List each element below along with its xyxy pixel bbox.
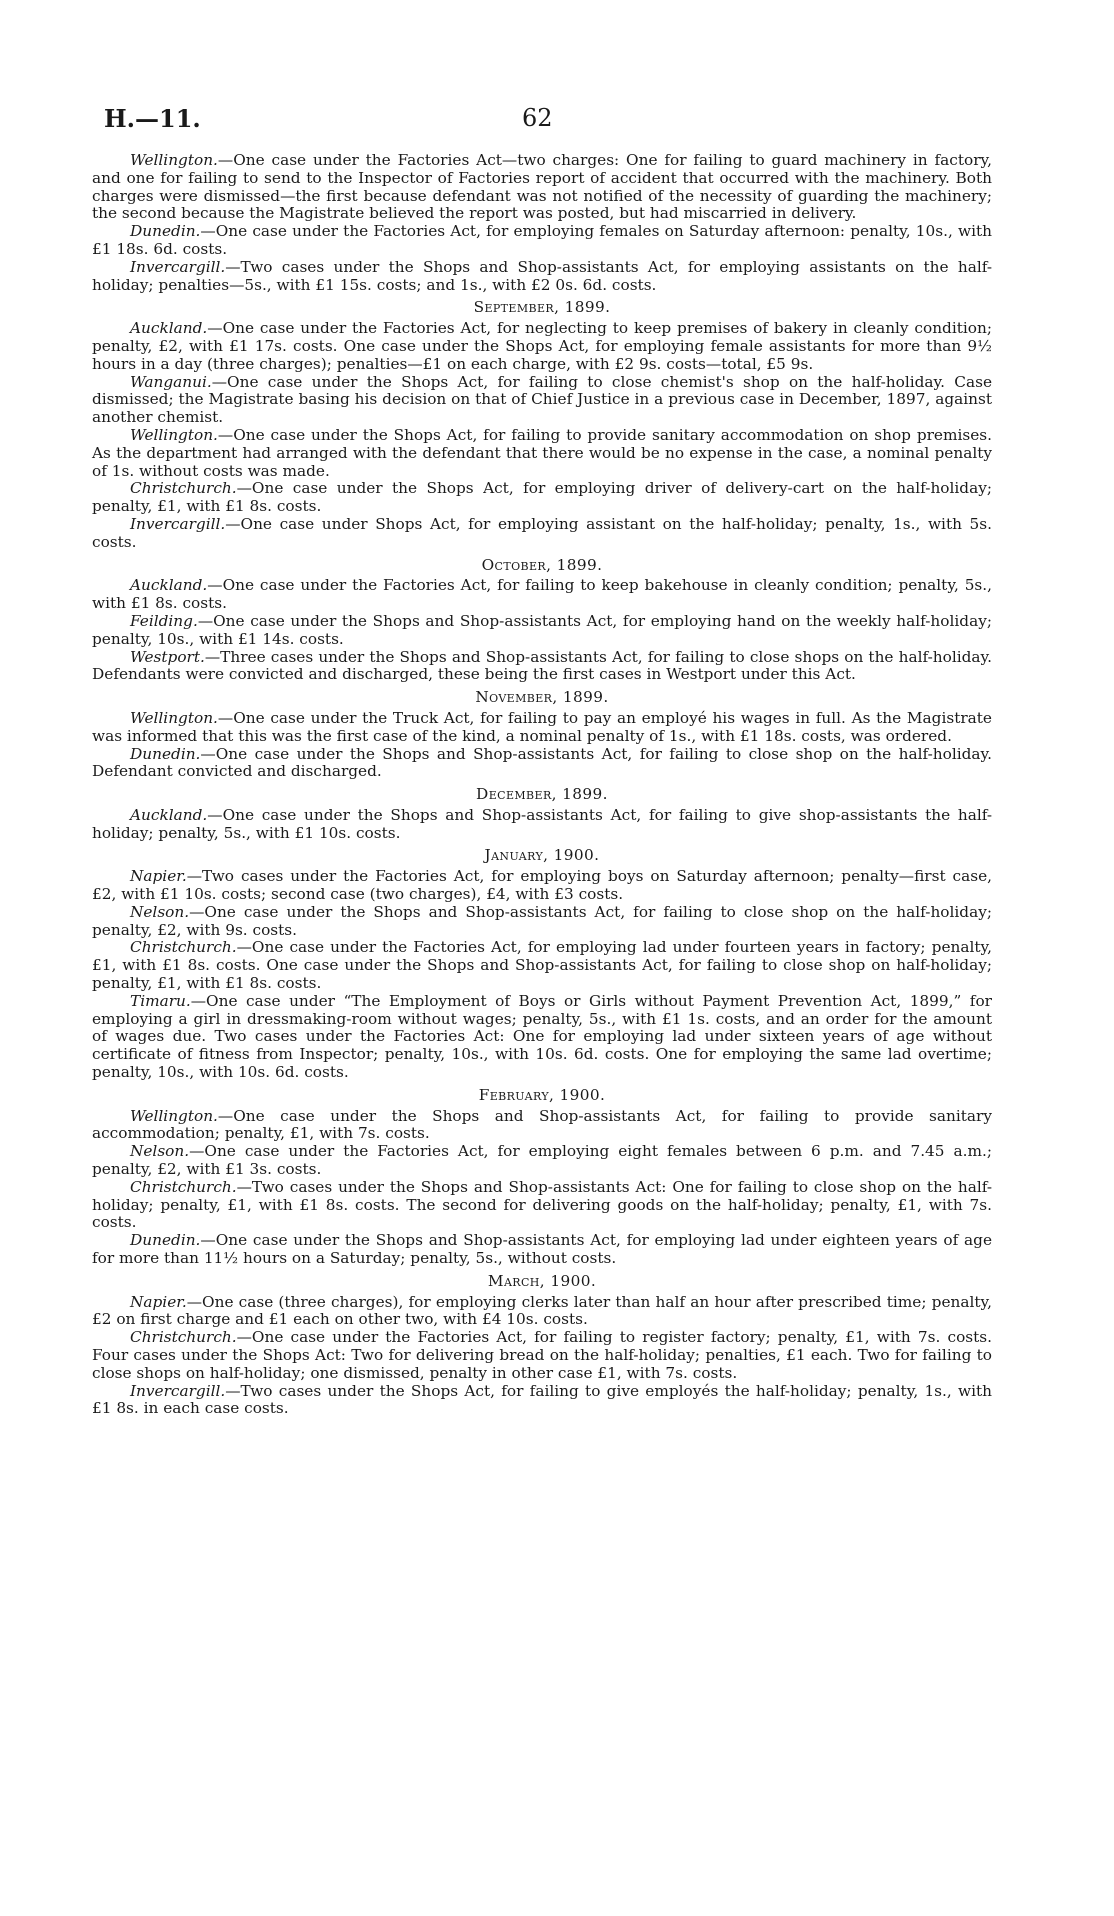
entry-text: —One case under the Shops Act, for failing to provide sanitary accommodation on shop premises. As the department had arranged with the defendant that there would be no expense in the case, a nominal penalty of 1s. without costs was made.	[92, 425, 992, 480]
entry-place: Christchurch.	[130, 1328, 237, 1347]
page-number: 62	[522, 104, 553, 132]
entry-place: Dunedin.	[130, 222, 201, 241]
case-entry	[92, 320, 992, 373]
entry-place: Christchurch.	[130, 1177, 237, 1196]
entry-text: —Two cases under the Shops and Shop-assistants Act: One for failing to close shop on the half-holiday; penalty, £1, with £1 8s. costs. The second for delivering goods on the half-holiday; penalty, £1, with 7s. costs.	[92, 1177, 992, 1232]
entry-text: —One case under the Shops Act, for employing driver of delivery-cart on the half-holiday; penalty, £1, with £1 8s. costs.	[92, 479, 992, 516]
entry-text: —One case under the Factories Act, for failing to register factory; penalty, £1, with 7s. costs. Four cases under the Shops Act: Two for delivering bread on the half-holiday; penalties, £1 each. Two for failing to close shops on half-holiday; one dismissed, penalty in other case £1, with 7s. costs.	[92, 1328, 992, 1382]
entry-place: Invercargill.	[130, 1381, 226, 1400]
case-entry	[92, 868, 992, 904]
case-entry	[92, 427, 992, 480]
month-section	[92, 557, 992, 685]
entry-text: —Two cases under the Shops Act, for failing to give employés the half-holiday; penalty, 1s., with £1 8s. in each case costs.	[92, 1381, 992, 1418]
entry-place: Dunedin.	[130, 1231, 201, 1250]
entry-text: —One case under the Shops Act, for failing to close chemist's shop on the half-holiday. Case dismissed; the Magistrate basing his decision on that of Chief Justice in a previous case in December, 1897, against another chemist.	[92, 372, 992, 427]
entry-text: —One case (three charges), for employing clerks later than half an hour after prescribed time; penalty, £2 on first charge and £1 each on other two, with £4 10s. costs.	[92, 1292, 992, 1329]
document-body	[92, 152, 992, 1418]
case-entry	[92, 223, 992, 259]
month-heading: December, 1899.	[476, 785, 608, 804]
entry-text: —One case under the Shops and Shop-assistants Act, for failing to provide sanitary accommodation; penalty, £1, with 7s. costs.	[92, 1106, 992, 1143]
entry-text: —One case under “The Employment of Boys or Girls without Payment Prevention Act, 1899,” for employing a girl in dressmaking-room without wages; penalty, 5s., with £1 1s. costs, and an order for the amount of wages due. Two cases under the Factories Act: One for employing lad under sixteen years of age without certificate of fitness from Inspector; penalty, 10s., with 10s. 6d. costs. One for employing the same lad overtime; penalty, 10s., with 10s. 6d. costs.	[92, 991, 992, 1082]
entry-text: —One case under the Factories Act, for employing lad under fourteen years in factory; penalty, £1, with £1 8s. costs. One case under the Shops and Shop-assistants Act, for failing to close shop on half-holiday; penalty, £1, with £1 8s. costs.	[92, 938, 992, 993]
case-entry	[92, 649, 992, 685]
month-heading: November, 1899.	[475, 688, 609, 707]
entry-place: Invercargill.	[130, 514, 226, 533]
case-entry	[92, 1108, 992, 1144]
entry-place: Napier.	[130, 1292, 187, 1311]
entry-text: —One case under the Factories Act, for employing eight females between 6 p.m. and 7.45 a.m.; penalty, £2, with £1 3s. costs.	[92, 1142, 992, 1179]
month-section	[92, 299, 992, 551]
entry-text: —One case under the Factories Act, for employing females on Saturday afternoon: penalty, 10s., with £1 18s. 6d. costs.	[92, 222, 992, 258]
entry-place: Auckland.	[130, 319, 208, 338]
month-heading: September, 1899.	[473, 298, 611, 317]
entry-place: Auckland.	[130, 805, 208, 824]
case-entry	[92, 904, 992, 940]
entry-text: —One case under the Shops and Shop-assistants Act, for employing lad under eighteen years of age for more than 11½ hours on a Saturday; penalty, 5s., without costs.	[92, 1231, 992, 1268]
entry-place: Wanganui.	[130, 372, 212, 391]
month-heading: January, 1900.	[484, 846, 600, 865]
case-entry	[92, 374, 992, 427]
case-entry	[92, 1143, 992, 1179]
month-heading: March, 1900.	[487, 1271, 597, 1290]
case-entry	[92, 993, 992, 1082]
month-section	[92, 786, 992, 842]
month-section	[92, 689, 992, 781]
case-entry	[92, 259, 992, 295]
case-entry	[92, 577, 992, 613]
case-entry	[92, 1179, 992, 1232]
entry-text: —One case under the Shops and Shop-assistants Act, for failing to give shop-assistants the half-holiday; penalty, 5s., with £1 10s. costs.	[92, 805, 992, 842]
entry-text: —One case under Shops Act, for employing assistant on the half-holiday; penalty, 1s., with 5s. costs.	[92, 514, 992, 551]
entry-text: —Two cases under the Factories Act, for employing boys on Saturday afternoon; penalty—first case, £2, with £1 10s. costs; second case (two charges), £4, with £3 costs.	[92, 867, 992, 904]
entry-place: Napier.	[130, 867, 187, 886]
entry-text: —One case under the Truck Act, for failing to pay an employé his wages in full. As the Magistrate was informed that this was the first case of the kind, a nominal penalty of 1s., with £1 18s. costs, was ordered.	[92, 708, 992, 745]
case-entry	[92, 939, 992, 992]
entry-text: —One case under the Factories Act—two charges: One for failing to guard machinery in factory, and one for failing to send to the Inspector of Factories report of accident that occurred with the machinery. Both charges were dismissed—the first because defendant was not notified of the necessity of guarding the machinery; the second because the Magistrate believed the report was posted, but had miscarried in delivery.	[92, 151, 992, 223]
entry-place: Auckland.	[130, 576, 208, 595]
entry-text: —One case under the Shops and Shop-assistants Act, for failing to close shop on the half-holiday; penalty, £2, with 9s. costs.	[92, 902, 992, 939]
month-section	[92, 1087, 992, 1268]
entry-place: Timaru.	[130, 991, 191, 1010]
entry-place: Dunedin.	[130, 744, 201, 763]
case-entry	[92, 516, 992, 552]
entry-place: Wellington.	[130, 1106, 218, 1125]
case-entry	[92, 710, 992, 746]
month-section	[92, 1273, 992, 1418]
entry-text: —Two cases under the Shops and Shop-assistants Act, for employing assistants on the half-holiday; penalties—5s., with £1 15s. costs; and 1s., with £2 0s. 6d. costs.	[92, 257, 992, 294]
entry-place: Wellington.	[130, 425, 218, 444]
case-entry	[92, 1329, 992, 1382]
entry-place: Nelson.	[130, 1142, 190, 1161]
entry-text: —One case under the Shops and Shop-assistants Act, for failing to close shop on the half-holiday. Defendant convicted and discharged.	[92, 744, 992, 781]
entry-place: Wellington.	[130, 708, 218, 727]
entry-text: —Three cases under the Shops and Shop-assistants Act, for failing to close shops on the half-holiday. Defendants were convicted and discharged, these being the first cases in Westport under this Act.	[92, 647, 992, 684]
entry-text: —One case under the Factories Act, for failing to keep bakehouse in cleanly condition; penalty, 5s., with £1 8s. costs.	[92, 576, 992, 613]
entry-place: Invercargill.	[130, 257, 226, 276]
entry-text: —One case under the Shops and Shop-assistants Act, for employing hand on the weekly half-holiday; penalty, 10s., with £1 14s. costs.	[92, 611, 992, 648]
entry-place: Christchurch.	[130, 479, 237, 498]
month-heading: October, 1899.	[481, 555, 603, 574]
page-header	[92, 0, 992, 160]
document-id: H.—11.	[104, 104, 201, 133]
case-entry	[92, 1294, 992, 1330]
entry-place: Nelson.	[130, 902, 190, 921]
month-heading: February, 1900.	[478, 1085, 606, 1104]
month-section	[92, 152, 992, 294]
entry-place: Feilding.	[130, 611, 198, 630]
entry-place: Christchurch.	[130, 938, 237, 957]
case-entry	[92, 1232, 992, 1268]
case-entry	[92, 480, 992, 516]
document-page	[92, 0, 992, 1418]
case-entry	[92, 613, 992, 649]
entry-text: —One case under the Factories Act, for neglecting to keep premises of bakery in cleanly condition; penalty, £2, with £1 17s. costs. One case under the Shops Act, for employing female assistants for more than 9½ hours in a day (three charges); penalties—£1 on each charge, with £2 9s. costs—total, £5 9s.	[92, 319, 992, 373]
entry-place: Wellington.	[130, 151, 218, 169]
case-entry	[92, 152, 992, 223]
month-section	[92, 847, 992, 1081]
case-entry	[92, 746, 992, 782]
case-entry	[92, 807, 992, 843]
case-entry	[92, 1383, 992, 1419]
entry-place: Westport.	[130, 647, 205, 666]
